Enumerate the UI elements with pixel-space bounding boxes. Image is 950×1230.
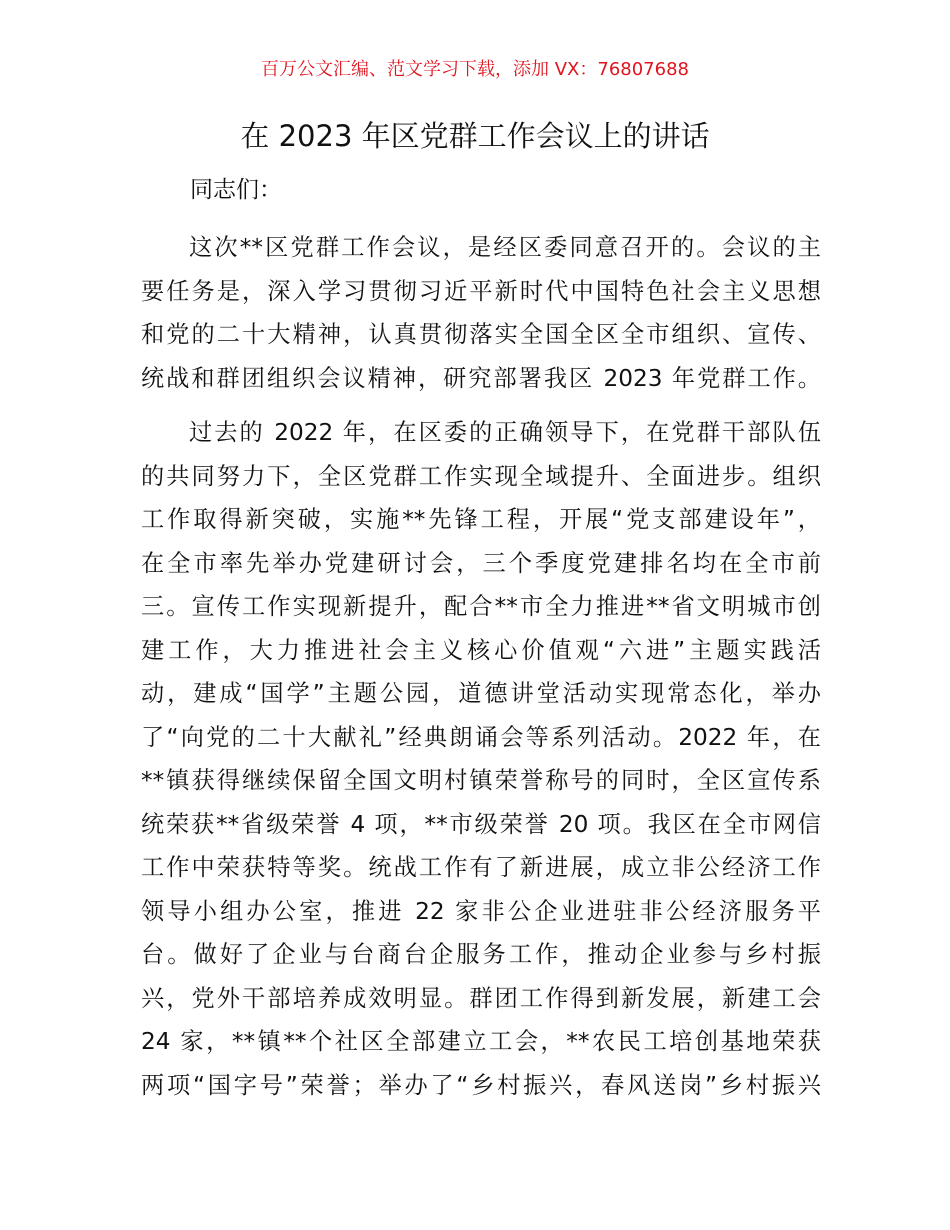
paragraph-line: 24 家，**镇**个社区全部建立工会，**农民工培创基地荣获 bbox=[141, 1028, 821, 1055]
salutation: 同志们： bbox=[190, 177, 282, 203]
paragraph-line: 台。做好了企业与台商台企服务工作，推动企业参与乡村振 bbox=[141, 941, 821, 968]
paragraph-line: 了“向党的二十大献礼”经典朗诵会等系列活动。2022 年，在 bbox=[141, 723, 821, 751]
paragraph-2 bbox=[141, 411, 821, 1107]
paragraph-line: **镇获得继续保留全国文明村镇荣誉称号的同时，全区宣传系 bbox=[141, 767, 821, 794]
paragraph-line: 和党的二十大精神，认真贯彻落实全国全区全市组织、宣传、 bbox=[141, 321, 821, 348]
paragraph-line: 工作中荣获特等奖。统战工作有了新进展，成立非公经济工作 bbox=[141, 854, 821, 881]
paragraph-line: 动，建成“国学”主题公园，道德讲堂活动实现常态化，举办 bbox=[141, 680, 821, 707]
paragraph-line: 要任务是，深入学习贯彻习近平新时代中国特色社会主义思想 bbox=[141, 277, 821, 305]
paragraph-line: 三。宣传工作实现新提升，配合**市全力推进**省文明城市创 bbox=[141, 593, 821, 620]
paragraph-line: 统荣获**省级荣誉 4 项，**市级荣誉 20 项。我区在全市网信 bbox=[141, 810, 821, 838]
paragraph-line: 工作取得新突破，实施**先锋工程，开展“党支部建设年”， bbox=[141, 506, 821, 533]
paragraph-line: 这次**区党群工作会议，是经区委同意召开的。会议的主 bbox=[189, 234, 821, 261]
paragraph-line: 过去的 2022 年，在区委的正确领导下，在党群干部队伍 bbox=[189, 419, 821, 446]
paragraph-line: 的共同努力下，全区党群工作实现全域提升、全面进步。组织 bbox=[141, 462, 821, 490]
paragraph-line: 在全市率先举办党建研讨会，三个季度党建排名均在全市前 bbox=[141, 549, 821, 577]
paragraph-line: 领导小组办公室，推进 22 家非公企业进驻非公经济服务平 bbox=[141, 897, 821, 925]
document-title: 在 2023 年区党群工作会议上的讲话 bbox=[240, 119, 710, 153]
paragraph-1 bbox=[141, 226, 821, 400]
paragraph-line: 统战和群团组织会议精神，研究部署我区 2023 年党群工作。 bbox=[141, 364, 821, 392]
paragraph-line: 两项“国字号”荣誉；举办了“乡村振兴，春风送岗”乡村振兴 bbox=[141, 1071, 821, 1099]
paragraph-line: 兴，党外干部培养成效明显。群团工作得到新发展，新建工会 bbox=[141, 984, 821, 1012]
watermark-banner: 百万公文汇编、范文学习下载，添加 VX：76807688 bbox=[261, 59, 689, 80]
paragraph-line: 建工作，大力推进社会主义核心价值观“六进”主题实践活 bbox=[141, 636, 821, 664]
